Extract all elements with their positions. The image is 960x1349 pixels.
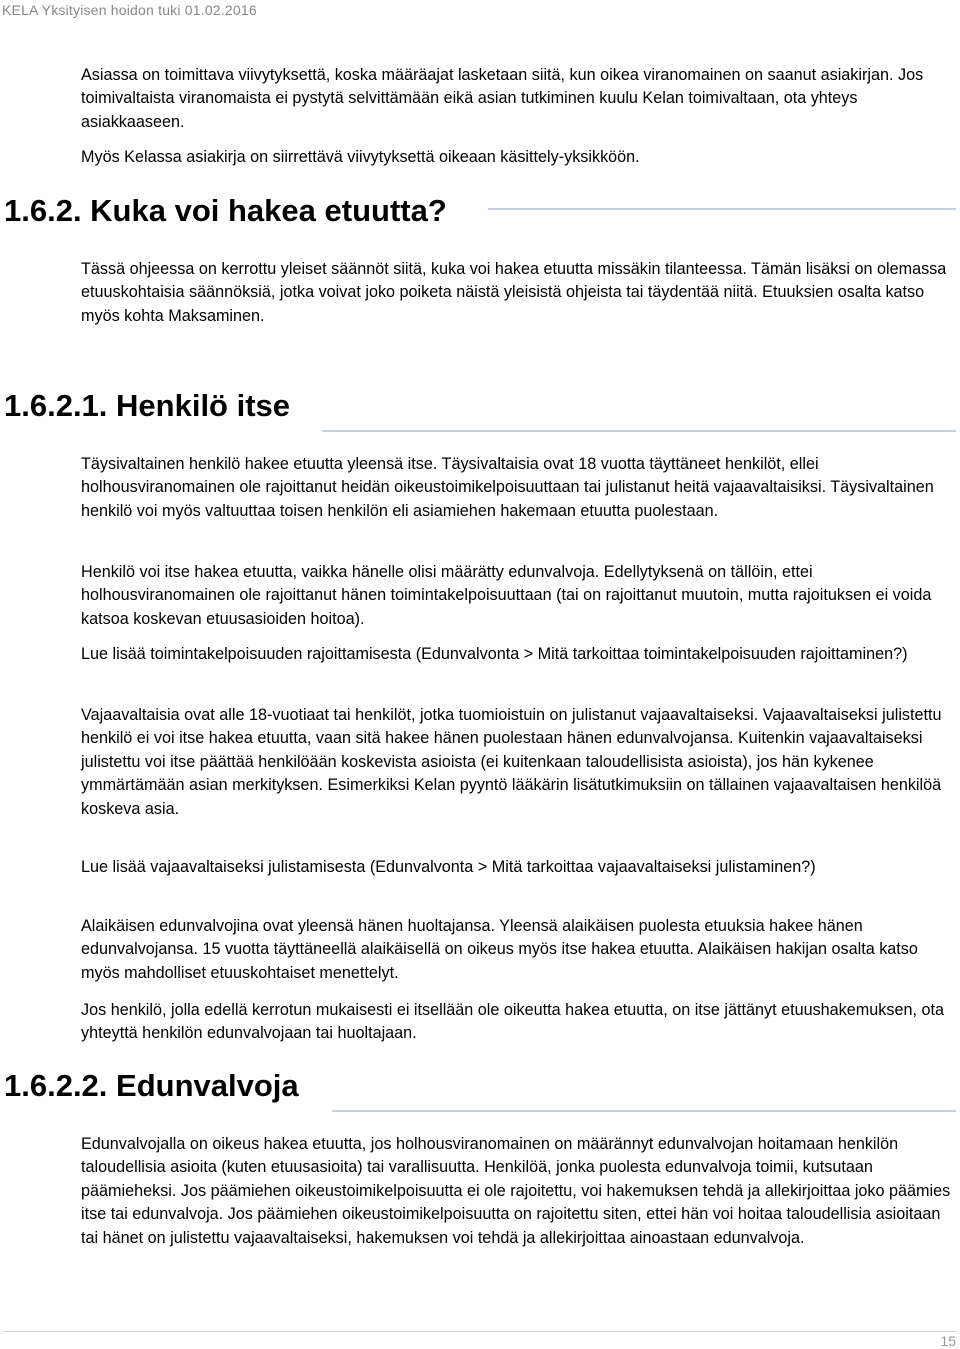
page-number: 15: [940, 1333, 956, 1349]
running-header: KELA Yksityisen hoidon tuki 01.02.2016: [2, 2, 257, 18]
section-1-6-2-1-paragraph-7: Jos henkilö, jolla edellä kerrotun mukaisesti ei itsellään ole oikeutta hakea etuutta, on itse jättänyt etuushakemuksen, ota yhteyttä henkilön edunvalvojaan tai huoltajaan.: [81, 1001, 944, 1043]
section-1-6-2-1-paragraph-1: Täysivaltainen henkilö hakee etuutta yleensä itse. Täysivaltaisia ovat 18 vuotta täyttäneet henkilöt, ellei holhousviranomainen ole rajoittanut heidän oikeustoimikelpoisuuttaan tai julistanut heitä vajaavaltaisiksi. Täysivaltainen henkilö voi myös valtuuttaa toisen henkilön eli asiamiehen hakemaan etuutta puolestaan.: [81, 455, 934, 520]
section-1-6-2-paragraph-1: Tässä ohjeessa on kerrottu yleiset säännöt siitä, kuka voi hakea etuutta missäkin tilanteessa. Tämän lisäksi on olemassa etuuskohtaisia säännöksiä, jotka voivat joko poiketa näistä yleisistä ohjeista tai täydentää niitä. Etuuksien osalta katso myös kohta Maksaminen.: [81, 260, 947, 325]
intro-paragraph-1: Asiassa on toimittava viivytyksettä, koska määräajat lasketaan siitä, kun oikea viranomainen on saanut asiakirjan. Jos toimivaltaista viranomaista ei pystytä selvittämään eikä asian tutkiminen kuulu Kelan toimivaltaan, ota yhteys asiakkaaseen.: [81, 66, 924, 131]
heading-rule-1-6-2-2: [332, 1110, 956, 1112]
section-1-6-2-2-paragraph-1: Edunvalvojalla on oikeus hakea etuutta, jos holhousviranomainen on määrännyt edunvalvojan hoitamaan henkilön taloudellisia asioita (kuten etuusasioita) tai varallisuutta. Henkilöä, jonka puolesta edunvalvoja toimii, kutsutaan päämieheksi. Jos päämiehen oikeustoimikelpoisuutta ei ole rajoitettu, voi hakemuksen tehdä ja allekirjoittaa joko päämies itse tai edunvalvoja. Jos päämiehen oikeustoimikelpoisuutta on rajoitettu siten, ettei hän voi hoitaa taloudellisia asioitaan tai hänet on julistettu vajaavaltaiseksi, hakemuksen voi tehdä ja allekirjoittaa ainoastaan edunvalvoja.: [81, 1135, 951, 1247]
section-heading-1-6-2-1: 1.6.2.1. Henkilö itse: [4, 388, 291, 423]
section-heading-1-6-2: 1.6.2. Kuka voi hakea etuutta?: [4, 193, 447, 228]
section-1-6-2-1-paragraph-2: Henkilö voi itse hakea etuutta, vaikka hänelle olisi määrätty edunvalvoja. Edellytyksenä on tällöin, ettei holhousviranomainen ole rajoittanut hänen toimintakelpoisuuttaan (tai on rajoittanut muutoin, mutta rajoituksen ei voida katsoa koskevan etuusasioiden hoitoa).: [81, 563, 932, 628]
section-1-6-2-1-paragraph-3: Lue lisää toimintakelpoisuuden rajoittamisesta (Edunvalvonta > Mitä tarkoittaa toimintakelpoisuuden rajoittaminen?): [81, 645, 908, 663]
footer-rule: [2, 1331, 958, 1332]
section-heading-1-6-2-2: 1.6.2.2. Edunvalvoja: [4, 1068, 299, 1103]
section-1-6-2-1-paragraph-5: Lue lisää vajaavaltaiseksi julistamisesta (Edunvalvonta > Mitä tarkoittaa vajaavaltaiseksi julistaminen?): [81, 858, 816, 876]
section-1-6-2-1-paragraph-6: Alaikäisen edunvalvojina ovat yleensä hänen huoltajansa. Yleensä alaikäisen puolesta etuuksia hakee hänen edunvalvojansa. 15 vuotta täyttäneellä alaikäisellä on oikeus myös itse hakea etuutta. Alaikäisen hakijan osalta katso myös mahdolliset etuuskohtaiset menettelyt.: [81, 917, 918, 982]
heading-rule-1-6-2-1: [322, 430, 956, 432]
section-1-6-2-1-paragraph-4: Vajaavaltaisia ovat alle 18-vuotiaat tai henkilöt, jotka tuomioistuin on julistanut vajaavaltaiseksi. Vajaavaltaiseksi julistettu henkilö ei voi itse hakea etuutta, vaan sitä hakee hänen puolestaan hänen edunvalvojansa. Kuitenkin vajaavaltaiseksi julistettu voi itse päättää henkilöään koskevista asioista (ei kuitenkaan taloudellisista asioista), jos hän kykenee ymmärtämään asian merkityksen. Esimerkiksi Kelan pyyntö lääkärin lisätutkimuksiin on tällainen vajaavaltaisen henkilöä koskeva asia.: [81, 706, 942, 818]
heading-rule-1-6-2: [488, 208, 956, 210]
intro-paragraph-2: Myös Kelassa asiakirja on siirrettävä viivytyksettä oikeaan käsittely-yksikköön.: [81, 148, 640, 166]
